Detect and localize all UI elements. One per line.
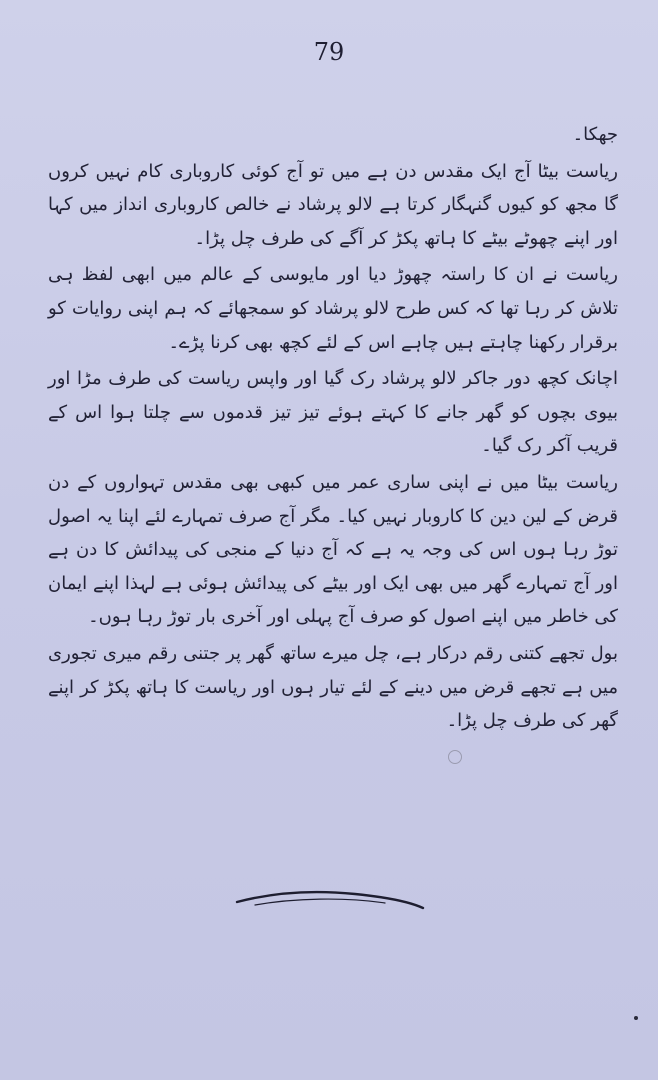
- page-number: 79: [313, 38, 345, 66]
- paragraph-5: ریاست بیٹا میں نے اپنی ساری عمر میں کبھی بھی مقدس تہواروں کے دن قرض کے لین دین کا کاروبار نہیں کیا۔ مگر آج صرف تمہارے لئے اپنا یہ اصول توڑ رہا ہوں اس کی وجہ یہ ہے کہ آج دنیا کے منجی کی پیدائش کا دن ہے اور آج تمہارے گھر میں بھی ایک اور بیٹے کی پیدائش ہوئی ہے لہذا اپنے ایمان کی خاطر میں اپنے اصول کو صرف آج پہلی اور آخری بار توڑ رہا ہوں۔: [48, 471, 618, 628]
- end-ornament: [235, 888, 425, 914]
- paragraph-4: اچانک کچھ دور جاکر لالو پرشاد رک گیا اور واپس ریاست کی طرف مڑا اور بیوی بچوں کو گھر جانے کا کہتے ہوئے تیز تیز قدموں سے چلتا ہوا اس کے قریب آکر رک گیا۔: [48, 368, 618, 457]
- body-text: [48, 118, 618, 741]
- ink-speck: [634, 1016, 638, 1020]
- paragraph-3: ریاست نے ان کا راستہ چھوڑ دیا اور مایوسی کے عالم میں ابھی لفظ ہی تلاش کر رہا تھا کہ کس طرح لالو پرشاد کو سمجھائے کہ ہم اپنی روایات کو برقرار رکھنا چاہتے ہیں چاہے اس کے لئے کچھ بھی کرنا پڑے۔: [48, 264, 618, 353]
- paragraph-6: بول تجھے کتنی رقم درکار ہے، چل میرے ساتھ گھر پر جتنی رقم میری تجوری میں ہے تجھے قرض میں دینے کے لئے تیار ہوں اور ریاست کا ہاتھ پکڑ کر اپنے گھر کی طرف چل پڑا۔: [48, 642, 618, 732]
- paper-spot: [448, 750, 462, 764]
- paragraph-1: جھکا۔: [572, 124, 618, 145]
- paragraph-2: ریاست بیٹا آج ایک مقدس دن ہے میں تو آج کوئی کاروباری کام نہیں کروں گا مجھ کو کیوں گنہگار کرتا ہے لالو پرشاد نے خالص کاروباری انداز میں کہا اور اپنے چھوٹے بیٹے کا ہاتھ پکڑ کر آگے کی طرف چل پڑا۔: [48, 160, 618, 249]
